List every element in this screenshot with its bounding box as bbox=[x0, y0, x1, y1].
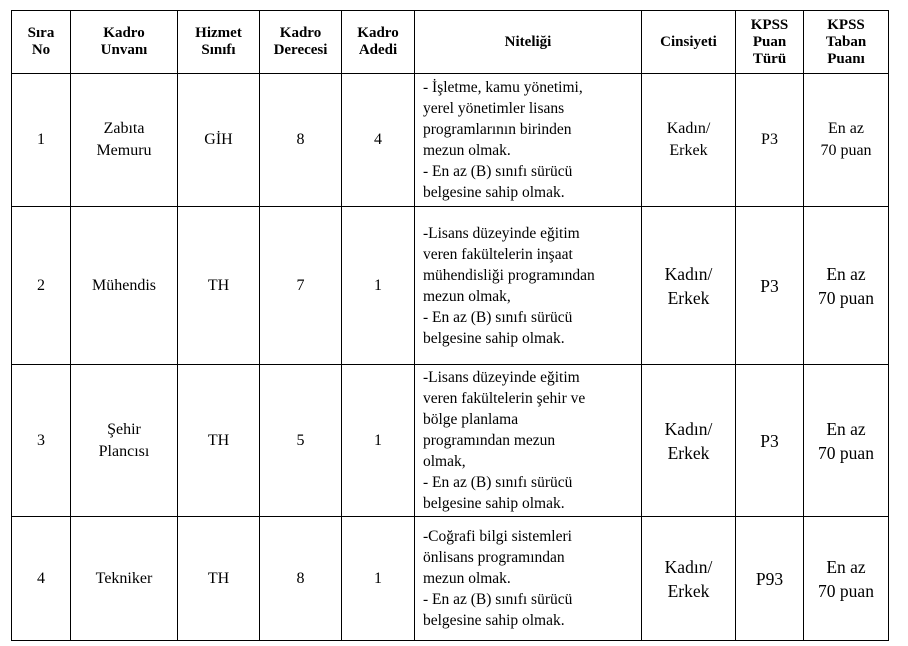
cell-nitelik: -Lisans düzeyinde eğitim veren fakültelerin inşaat mühendisliği programından mezun olmak, - En az (B) sınıfı sürücü belgesine sahip olmak. bbox=[415, 207, 642, 365]
cell-derece: 5 bbox=[260, 365, 342, 517]
cell-sinif: TH bbox=[178, 365, 260, 517]
cell-nitelik: -Lisans düzeyinde eğitim veren fakültelerin şehir ve bölge planlama programından mezun olmak, - En az (B) sınıfı sürücü belgesine sahip olmak. bbox=[415, 365, 642, 517]
kadro-table bbox=[11, 10, 889, 641]
cell-cinsiyet: Kadın/ Erkek bbox=[642, 74, 736, 207]
table-row bbox=[12, 207, 889, 365]
cell-derece: 8 bbox=[260, 74, 342, 207]
header-kpss-taban-puani: KPSS Taban Puanı bbox=[804, 11, 889, 74]
cell-puan-turu: P3 bbox=[736, 74, 804, 207]
cell-adet: 1 bbox=[342, 365, 415, 517]
header-niteligi: Niteliği bbox=[415, 11, 642, 74]
header-kadro-adedi: Kadro Adedi bbox=[342, 11, 415, 74]
cell-nitelik: -Coğrafi bilgi sistemleri önlisans programından mezun olmak. - En az (B) sınıfı sürücü belgesine sahip olmak. bbox=[415, 517, 642, 641]
header-kadro-derecesi: Kadro Derecesi bbox=[260, 11, 342, 74]
cell-cinsiyet: Kadın/ Erkek bbox=[642, 365, 736, 517]
cell-unvan: Şehir Plancısı bbox=[71, 365, 178, 517]
cell-nitelik: - İşletme, kamu yönetimi, yerel yönetimler lisans programlarının birinden mezun olmak. - En az (B) sınıfı sürücü belgesine sahip olmak. bbox=[415, 74, 642, 207]
cell-cinsiyet: Kadın/ Erkek bbox=[642, 517, 736, 641]
cell-sinif: TH bbox=[178, 207, 260, 365]
cell-unvan: Tekniker bbox=[71, 517, 178, 641]
cell-sinif: GİH bbox=[178, 74, 260, 207]
cell-adet: 4 bbox=[342, 74, 415, 207]
cell-sira: 3 bbox=[12, 365, 71, 517]
table-row bbox=[12, 517, 889, 641]
cell-sinif: TH bbox=[178, 517, 260, 641]
header-hizmet-sinifi: Hizmet Sınıfı bbox=[178, 11, 260, 74]
header-sira-no: Sıra No bbox=[12, 11, 71, 74]
cell-puan-turu: P3 bbox=[736, 365, 804, 517]
cell-cinsiyet: Kadın/ Erkek bbox=[642, 207, 736, 365]
cell-derece: 8 bbox=[260, 517, 342, 641]
cell-sira: 1 bbox=[12, 74, 71, 207]
header-row bbox=[12, 11, 889, 74]
cell-unvan: Zabıta Memuru bbox=[71, 74, 178, 207]
cell-unvan: Mühendis bbox=[71, 207, 178, 365]
cell-derece: 7 bbox=[260, 207, 342, 365]
cell-taban: En az 70 puan bbox=[804, 517, 889, 641]
cell-taban: En az 70 puan bbox=[804, 207, 889, 365]
cell-sira: 4 bbox=[12, 517, 71, 641]
header-kpss-puan-turu: KPSS Puan Türü bbox=[736, 11, 804, 74]
table-row bbox=[12, 74, 889, 207]
cell-puan-turu: P93 bbox=[736, 517, 804, 641]
cell-sira: 2 bbox=[12, 207, 71, 365]
header-kadro-unvani: Kadro Unvanı bbox=[71, 11, 178, 74]
cell-taban: En az 70 puan bbox=[804, 74, 889, 207]
cell-adet: 1 bbox=[342, 207, 415, 365]
header-cinsiyeti: Cinsiyeti bbox=[642, 11, 736, 74]
cell-puan-turu: P3 bbox=[736, 207, 804, 365]
table-row bbox=[12, 365, 889, 517]
cell-taban: En az 70 puan bbox=[804, 365, 889, 517]
cell-adet: 1 bbox=[342, 517, 415, 641]
